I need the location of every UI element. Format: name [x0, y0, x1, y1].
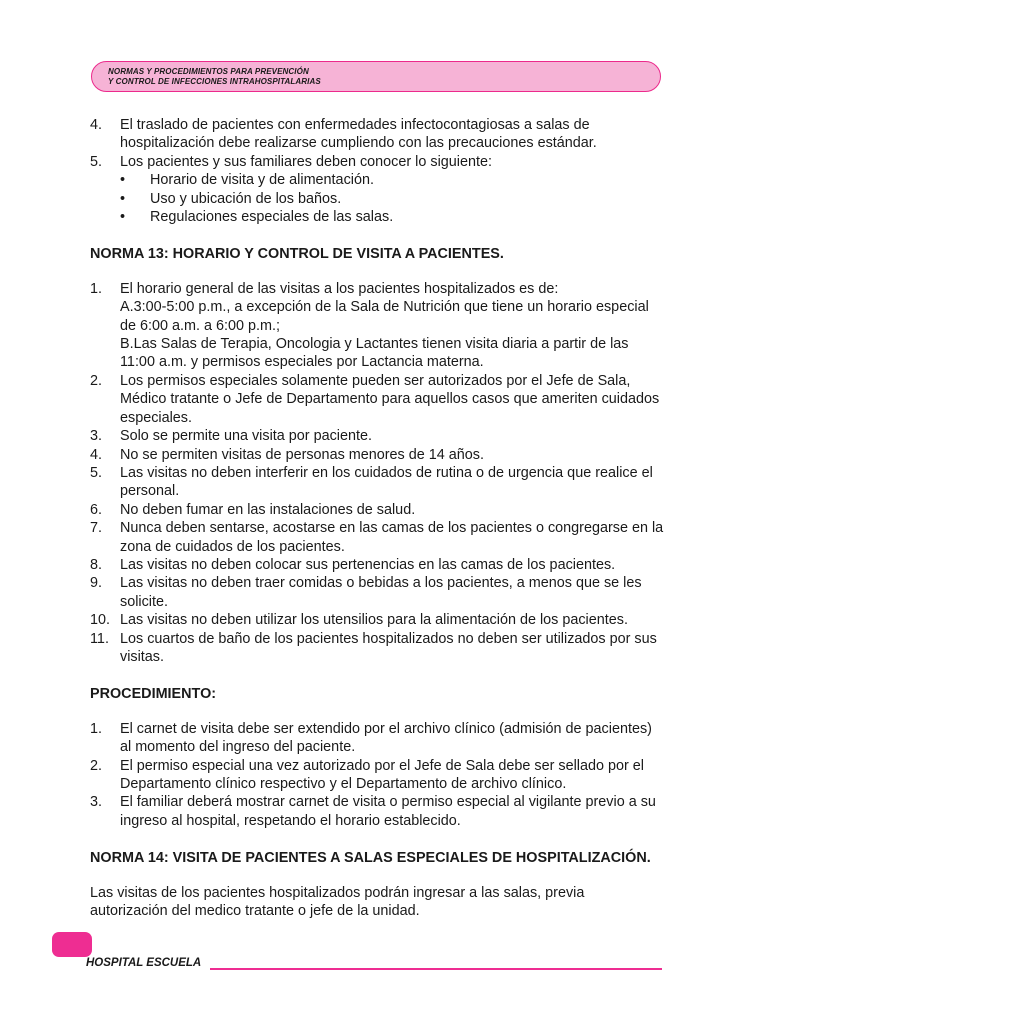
- item-number: 2.: [90, 757, 103, 774]
- bullet-item: [120, 190, 665, 208]
- item-number: 5.: [90, 464, 103, 481]
- item-text: Los permisos especiales solamente pueden ser autorizados por el Jefe de Sala, Médico tratante o Jefe de Departamento para aquellos casos que ameriten cuidados especiales.: [120, 372, 660, 426]
- item-text: Los cuartos de baño de los pacientes hospitalizados no deben ser utilizados por sus visitas.: [120, 630, 657, 665]
- bullet-text: Horario de visita y de alimentación.: [150, 172, 374, 189]
- list-item: [90, 611, 665, 629]
- bullet-icon: •: [120, 190, 126, 207]
- item-number: 4.: [90, 117, 103, 133]
- list-item: [90, 519, 665, 556]
- item-number: 3.: [90, 794, 103, 811]
- list-item: [90, 464, 665, 501]
- bullet-text: Regulaciones especiales de las salas.: [150, 209, 394, 226]
- item-number: 6.: [90, 501, 103, 518]
- item-text: El familiar deberá mostrar carnet de visita o permiso especial al vigilante previo a su ingreso al hospital, respetando el horario establecido.: [120, 794, 656, 829]
- list-item: [90, 556, 665, 574]
- item-text: Solo se permite una visita por paciente.: [120, 428, 372, 445]
- norma-14-heading: NORMA 14: VISITA DE PACIENTES A SALAS ESPECIALES DE HOSPITALIZACIÓN.: [90, 850, 651, 867]
- item-subtext-b: B.Las Salas de Terapia, Oncologia y Lactantes tienen visita diaria a partir de las 11:00 a.m. y permisos especiales por Lactancia materna.: [120, 336, 629, 371]
- item-number: 1.: [90, 720, 103, 737]
- list-item: [90, 720, 665, 757]
- item-number: 8.: [90, 556, 103, 573]
- footer-divider: [210, 968, 662, 970]
- item-number: 11.: [90, 630, 109, 647]
- document-body: [90, 116, 665, 920]
- item-text: Las visitas no deben traer comidas o bebidas a los pacientes, a menos que se les solicite.: [120, 575, 642, 610]
- bullet-item: [120, 171, 665, 189]
- item-text: Los pacientes y sus familiares deben conocer lo siguiente:: [120, 153, 492, 170]
- procedimiento-heading: PROCEDIMIENTO:: [90, 686, 217, 703]
- item-number: 2.: [90, 372, 103, 389]
- list-item: [90, 793, 665, 830]
- item-number: 9.: [90, 575, 103, 592]
- item-number: 5.: [90, 153, 103, 170]
- list-item: [90, 757, 665, 794]
- bullet-text: Uso y ubicación de los baños.: [150, 190, 342, 207]
- list-item: [90, 280, 665, 372]
- norma-14-paragraph: Las visitas de los pacientes hospitalizados podrán ingresar a las salas, previa autorización del medico tratante o jefe de la unidad.: [90, 884, 585, 920]
- footer-label: HOSPITAL ESCUELA: [86, 957, 202, 969]
- bullet-icon: •: [120, 209, 126, 226]
- item-text: No deben fumar en las instalaciones de salud.: [120, 501, 416, 518]
- list-item: [90, 446, 665, 464]
- header-banner: [91, 61, 661, 92]
- item-number: 3.: [90, 428, 103, 445]
- item-text: El carnet de visita debe ser extendido por el archivo clínico (admisión de pacientes) al momento del ingreso del paciente.: [120, 720, 652, 756]
- list-item: [90, 153, 665, 171]
- list-item: [90, 427, 665, 445]
- norma-13-heading: NORMA 13: HORARIO Y CONTROL DE VISITA A PACIENTES.: [90, 246, 504, 263]
- item-number: 4.: [90, 446, 103, 463]
- page-tab-marker: [52, 932, 92, 957]
- item-text: El permiso especial una vez autorizado por el Jefe de Sala debe ser sellado por el Departamento clínico respectivo y el Departamento de archivo clínico.: [120, 757, 644, 792]
- list-item: [90, 116, 665, 153]
- item-text: No se permiten visitas de personas menores de 14 años.: [120, 446, 484, 463]
- item-text: Las visitas no deben colocar sus pertenencias en las camas de los pacientes.: [120, 556, 616, 573]
- item-number: 7.: [90, 520, 103, 537]
- item-number: 10.: [90, 612, 111, 629]
- list-item: [90, 372, 665, 427]
- header-line-1: NORMAS Y PROCEDIMIENTOS PARA PREVENCIÓN: [108, 67, 309, 76]
- header-line-2: Y CONTROL DE INFECCIONES INTRAHOSPITALARIAS: [108, 77, 321, 86]
- item-text: El traslado de pacientes con enfermedades infectocontagiosas a salas de hospitalización debe realizarse cumpliendo con las precauciones estándar.: [120, 117, 597, 152]
- item-text: Nunca deben sentarse, acostarse en las camas de los pacientes o congregarse en la zona de cuidados de los pacientes.: [120, 520, 664, 555]
- item-text: El horario general de las visitas a los pacientes hospitalizados es de:: [120, 280, 559, 297]
- item-number: 1.: [90, 280, 103, 297]
- list-item: [90, 630, 665, 667]
- bullet-icon: •: [120, 172, 126, 189]
- item-subtext-a: A.3:00-5:00 p.m., a excepción de la Sala de Nutrición que tiene un horario especial de 6:00 a.m. a 6:00 p.m.;: [120, 299, 649, 334]
- item-text: Las visitas no deben utilizar los utensilios para la alimentación de los pacientes.: [120, 612, 628, 629]
- item-text: Las visitas no deben interferir en los cuidados de rutina o de urgencia que realice el personal.: [120, 464, 653, 500]
- list-item: [90, 574, 665, 611]
- list-item: [90, 501, 665, 519]
- bullet-item: [120, 208, 665, 226]
